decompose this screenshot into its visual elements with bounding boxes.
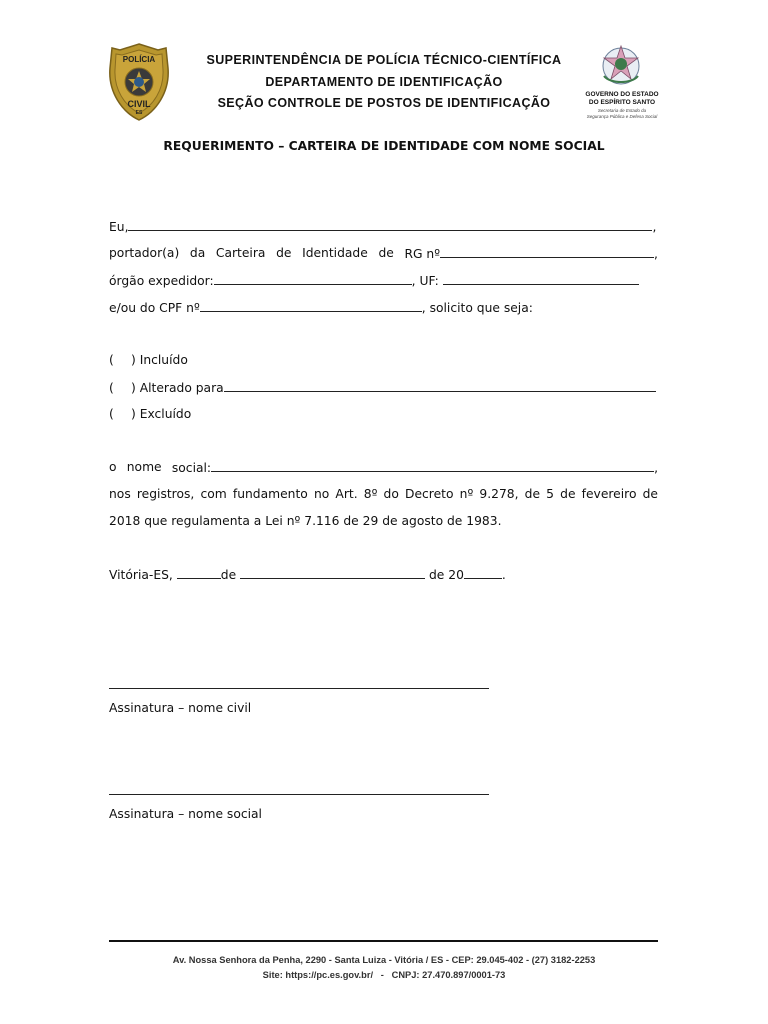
footer-site: Site: https://pc.es.gov.br/ - CNPJ: 27.470.897/0001-73 — [262, 970, 506, 980]
alterado-para-field[interactable] — [224, 380, 656, 392]
header-line-1: SUPERINTENDÊNCIA DE POLÍCIA TÉCNICO-CIENTÍFICA — [206, 53, 562, 67]
governo-es-emblem — [596, 42, 646, 88]
eu-label: Eu, — [109, 220, 129, 234]
word: fevereiro — [581, 487, 637, 501]
orgao-label: órgão expedidor: — [109, 274, 214, 288]
word: de — [276, 246, 292, 260]
word: nos — [109, 487, 131, 501]
rg-line — [109, 246, 658, 261]
word: do — [383, 487, 399, 501]
option-checkbox-open[interactable]: ( — [109, 407, 114, 421]
option-alterado[interactable] — [109, 380, 656, 395]
day-field[interactable] — [177, 567, 221, 579]
name-line — [109, 219, 656, 234]
option-label: ) Excluído — [131, 407, 192, 421]
rg-label: RG nº — [404, 247, 441, 261]
registros-line-2: 2018 que regulamenta a Lei nº 7.116 de 29 de agosto de 1983. — [109, 514, 502, 528]
de-label: de — [220, 568, 237, 582]
footer-divider — [109, 940, 658, 942]
comma: , — [654, 461, 658, 475]
nome-social-field[interactable] — [211, 460, 654, 472]
option-checkbox-open[interactable]: ( — [109, 381, 114, 395]
orgao-line — [109, 273, 639, 288]
word: Art. — [335, 487, 358, 501]
word: 9.278, — [479, 487, 519, 501]
cpf-label: e/ou do CPF nº — [109, 301, 200, 315]
header-line-3: SEÇÃO CONTROLE DE POSTOS DE IDENTIFICAÇÃO — [217, 96, 551, 110]
cpf-line — [109, 300, 533, 315]
solicito-text: , solicito que seja: — [421, 301, 533, 315]
word: fundamento — [232, 487, 308, 501]
nome-social-group — [172, 460, 658, 475]
gov-line-1: GOVERNO DO ESTADO — [585, 91, 659, 98]
word: portador(a) — [109, 246, 180, 260]
word: 8º — [363, 487, 378, 501]
comma: , — [652, 220, 657, 234]
footer-address: Av. Nossa Senhora da Penha, 2290 - Santa Luiza - Vitória / ES - CEP: 29.045-402 - (27) 3182-2253 — [172, 955, 596, 965]
word: de — [524, 487, 541, 501]
word: da — [189, 246, 206, 260]
word: de — [642, 487, 658, 501]
period: . — [501, 568, 506, 582]
comma: , — [654, 247, 658, 261]
uf-field[interactable] — [443, 273, 639, 285]
word: o — [109, 460, 117, 474]
de-20-label: de 20 — [428, 568, 464, 582]
badge-top-text: POLÍCIA — [122, 55, 156, 64]
word: Carteira — [215, 246, 266, 260]
word: de — [378, 246, 394, 260]
option-label: ) Alterado para — [131, 381, 224, 395]
year-field[interactable] — [464, 567, 502, 579]
registros-line — [109, 487, 658, 501]
nome-social-label: social: — [171, 461, 212, 475]
signature-social-line[interactable] — [109, 794, 489, 795]
signature-social-label: Assinatura – nome social — [109, 807, 262, 821]
gov-line-3: Secretaria de Estado da — [597, 108, 647, 113]
full-name-field[interactable] — [128, 219, 652, 231]
document-title: REQUERIMENTO – CARTEIRA DE IDENTIDADE COM NOME SOCIAL — [163, 139, 605, 153]
option-excluido[interactable] — [109, 407, 191, 421]
city-label: Vitória-ES, — [109, 568, 173, 582]
badge-tag-text: ES — [135, 110, 143, 116]
word: com — [200, 487, 227, 501]
rg-number-field[interactable] — [440, 246, 654, 258]
rg-group — [404, 246, 658, 261]
gov-line-4: Segurança Pública e Defesa Social — [586, 114, 658, 119]
uf-label: , UF: — [411, 274, 439, 288]
word: nº — [459, 487, 474, 501]
month-field[interactable] — [240, 567, 425, 579]
word: Identidade — [302, 246, 368, 260]
option-incluido[interactable] — [109, 353, 188, 367]
word: registros, — [136, 487, 195, 501]
nome-social-line — [109, 460, 658, 475]
word: 5 — [546, 487, 554, 501]
header-line-2: DEPARTAMENTO DE IDENTIFICAÇÃO — [265, 75, 503, 89]
gov-line-2: DO ESPÍRITO SANTO — [588, 99, 656, 106]
orgao-expedidor-field[interactable] — [214, 273, 412, 285]
cpf-field[interactable] — [200, 300, 422, 312]
signature-civil-line[interactable] — [109, 688, 489, 689]
word: nome — [126, 460, 162, 474]
badge-bottom-text: CIVIL — [127, 99, 151, 109]
option-checkbox-open[interactable]: ( — [109, 353, 114, 367]
word: Decreto — [405, 487, 454, 501]
signature-civil-label: Assinatura – nome civil — [109, 701, 252, 715]
date-line — [109, 567, 506, 582]
option-label: ) Incluído — [131, 353, 188, 367]
word: no — [313, 487, 330, 501]
word: de — [560, 487, 576, 501]
